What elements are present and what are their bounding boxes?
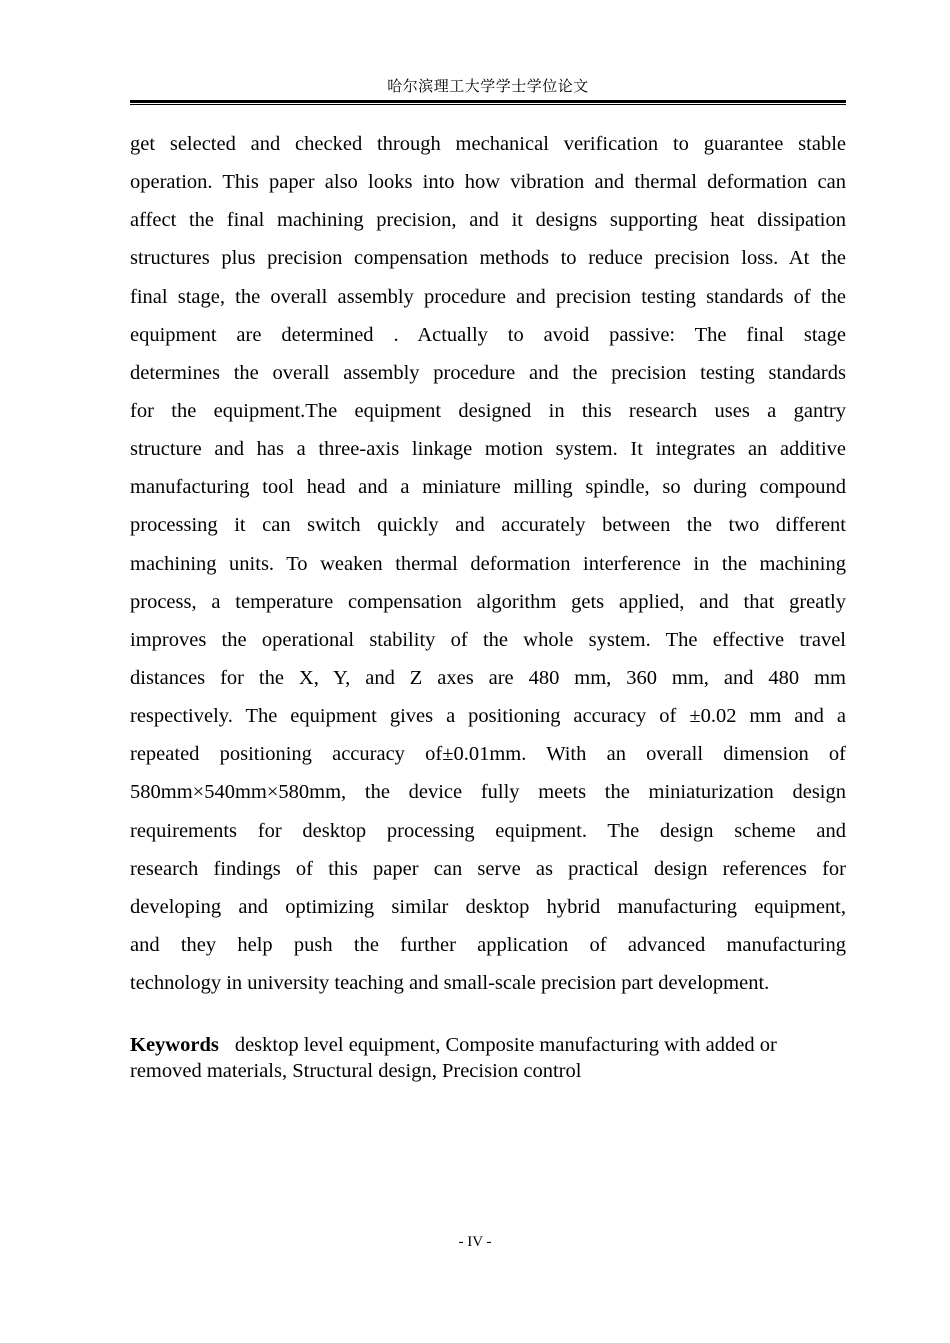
abstract-line: repeated positioning accuracy of±0.01mm. With an overall dimension of [130, 743, 846, 766]
header-rule-thin [130, 104, 846, 105]
abstract-line: technology in university teaching and small-scale precision part development. [130, 972, 770, 995]
abstract-line: manufacturing tool head and a miniature milling spindle, so during compound [130, 476, 846, 499]
header-rule-thick [130, 100, 846, 103]
abstract-line: and they help push the further application of advanced manufacturing [130, 933, 846, 956]
abstract-line: get selected and checked through mechanical verification to guarantee stable [130, 133, 846, 155]
abstract-line: structures plus precision compensation methods to reduce precision loss. At the [130, 247, 846, 270]
abstract-line: structure and has a three-axis linkage motion system. It integrates an additive [130, 438, 846, 461]
keywords-text: desktop level equipment, Composite manufacturing with added or removed materials, Structural design, Precision control [130, 1034, 777, 1082]
abstract-line: final stage, the overall assembly procedure and precision testing standards of the [130, 285, 846, 308]
abstract-line: operation. This paper also looks into how vibration and thermal deformation can [130, 171, 846, 194]
abstract-line: requirements for desktop processing equipment. The design scheme and [130, 819, 846, 842]
abstract-line: 580mm×540mm×580mm, the device fully meets the miniaturization design [130, 781, 846, 804]
abstract-body [130, 125, 846, 1002]
abstract-line: research findings of this paper can serve as practical design references for [130, 857, 846, 880]
keywords-paragraph [130, 1032, 846, 1084]
abstract-line: respectively. The equipment gives a positioning accuracy of ±0.02 mm and a [130, 705, 846, 728]
keywords-label: Keywords [130, 1034, 219, 1056]
thesis-header-title: 哈尔滨理工大学学士学位论文 [387, 79, 589, 95]
abstract-line: for the equipment.The equipment designed in this research uses a gantry [130, 399, 846, 422]
abstract-line: machining units. To weaken thermal deformation interference in the machining [130, 552, 846, 575]
abstract-line: developing and optimizing similar desktop hybrid manufacturing equipment, [130, 895, 846, 918]
abstract-line: equipment are determined . Actually to avoid passive: The final stage [130, 323, 846, 346]
abstract-line: processing it can switch quickly and accurately between the two different [130, 514, 846, 537]
abstract-line: distances for the X, Y, and Z axes are 480 mm, 360 mm, and 480 mm [130, 666, 846, 689]
abstract-line: process, a temperature compensation algorithm gets applied, and that greatly [130, 590, 846, 613]
page-number: - IV - [458, 1234, 492, 1250]
abstract-line: determines the overall assembly procedure and the precision testing standards [130, 361, 846, 384]
page-header [130, 76, 846, 98]
header-double-rule [130, 100, 846, 106]
abstract-line: improves the operational stability of the whole system. The effective travel [130, 628, 846, 651]
abstract-line: affect the final machining precision, and it designs supporting heat dissipation [130, 209, 846, 232]
